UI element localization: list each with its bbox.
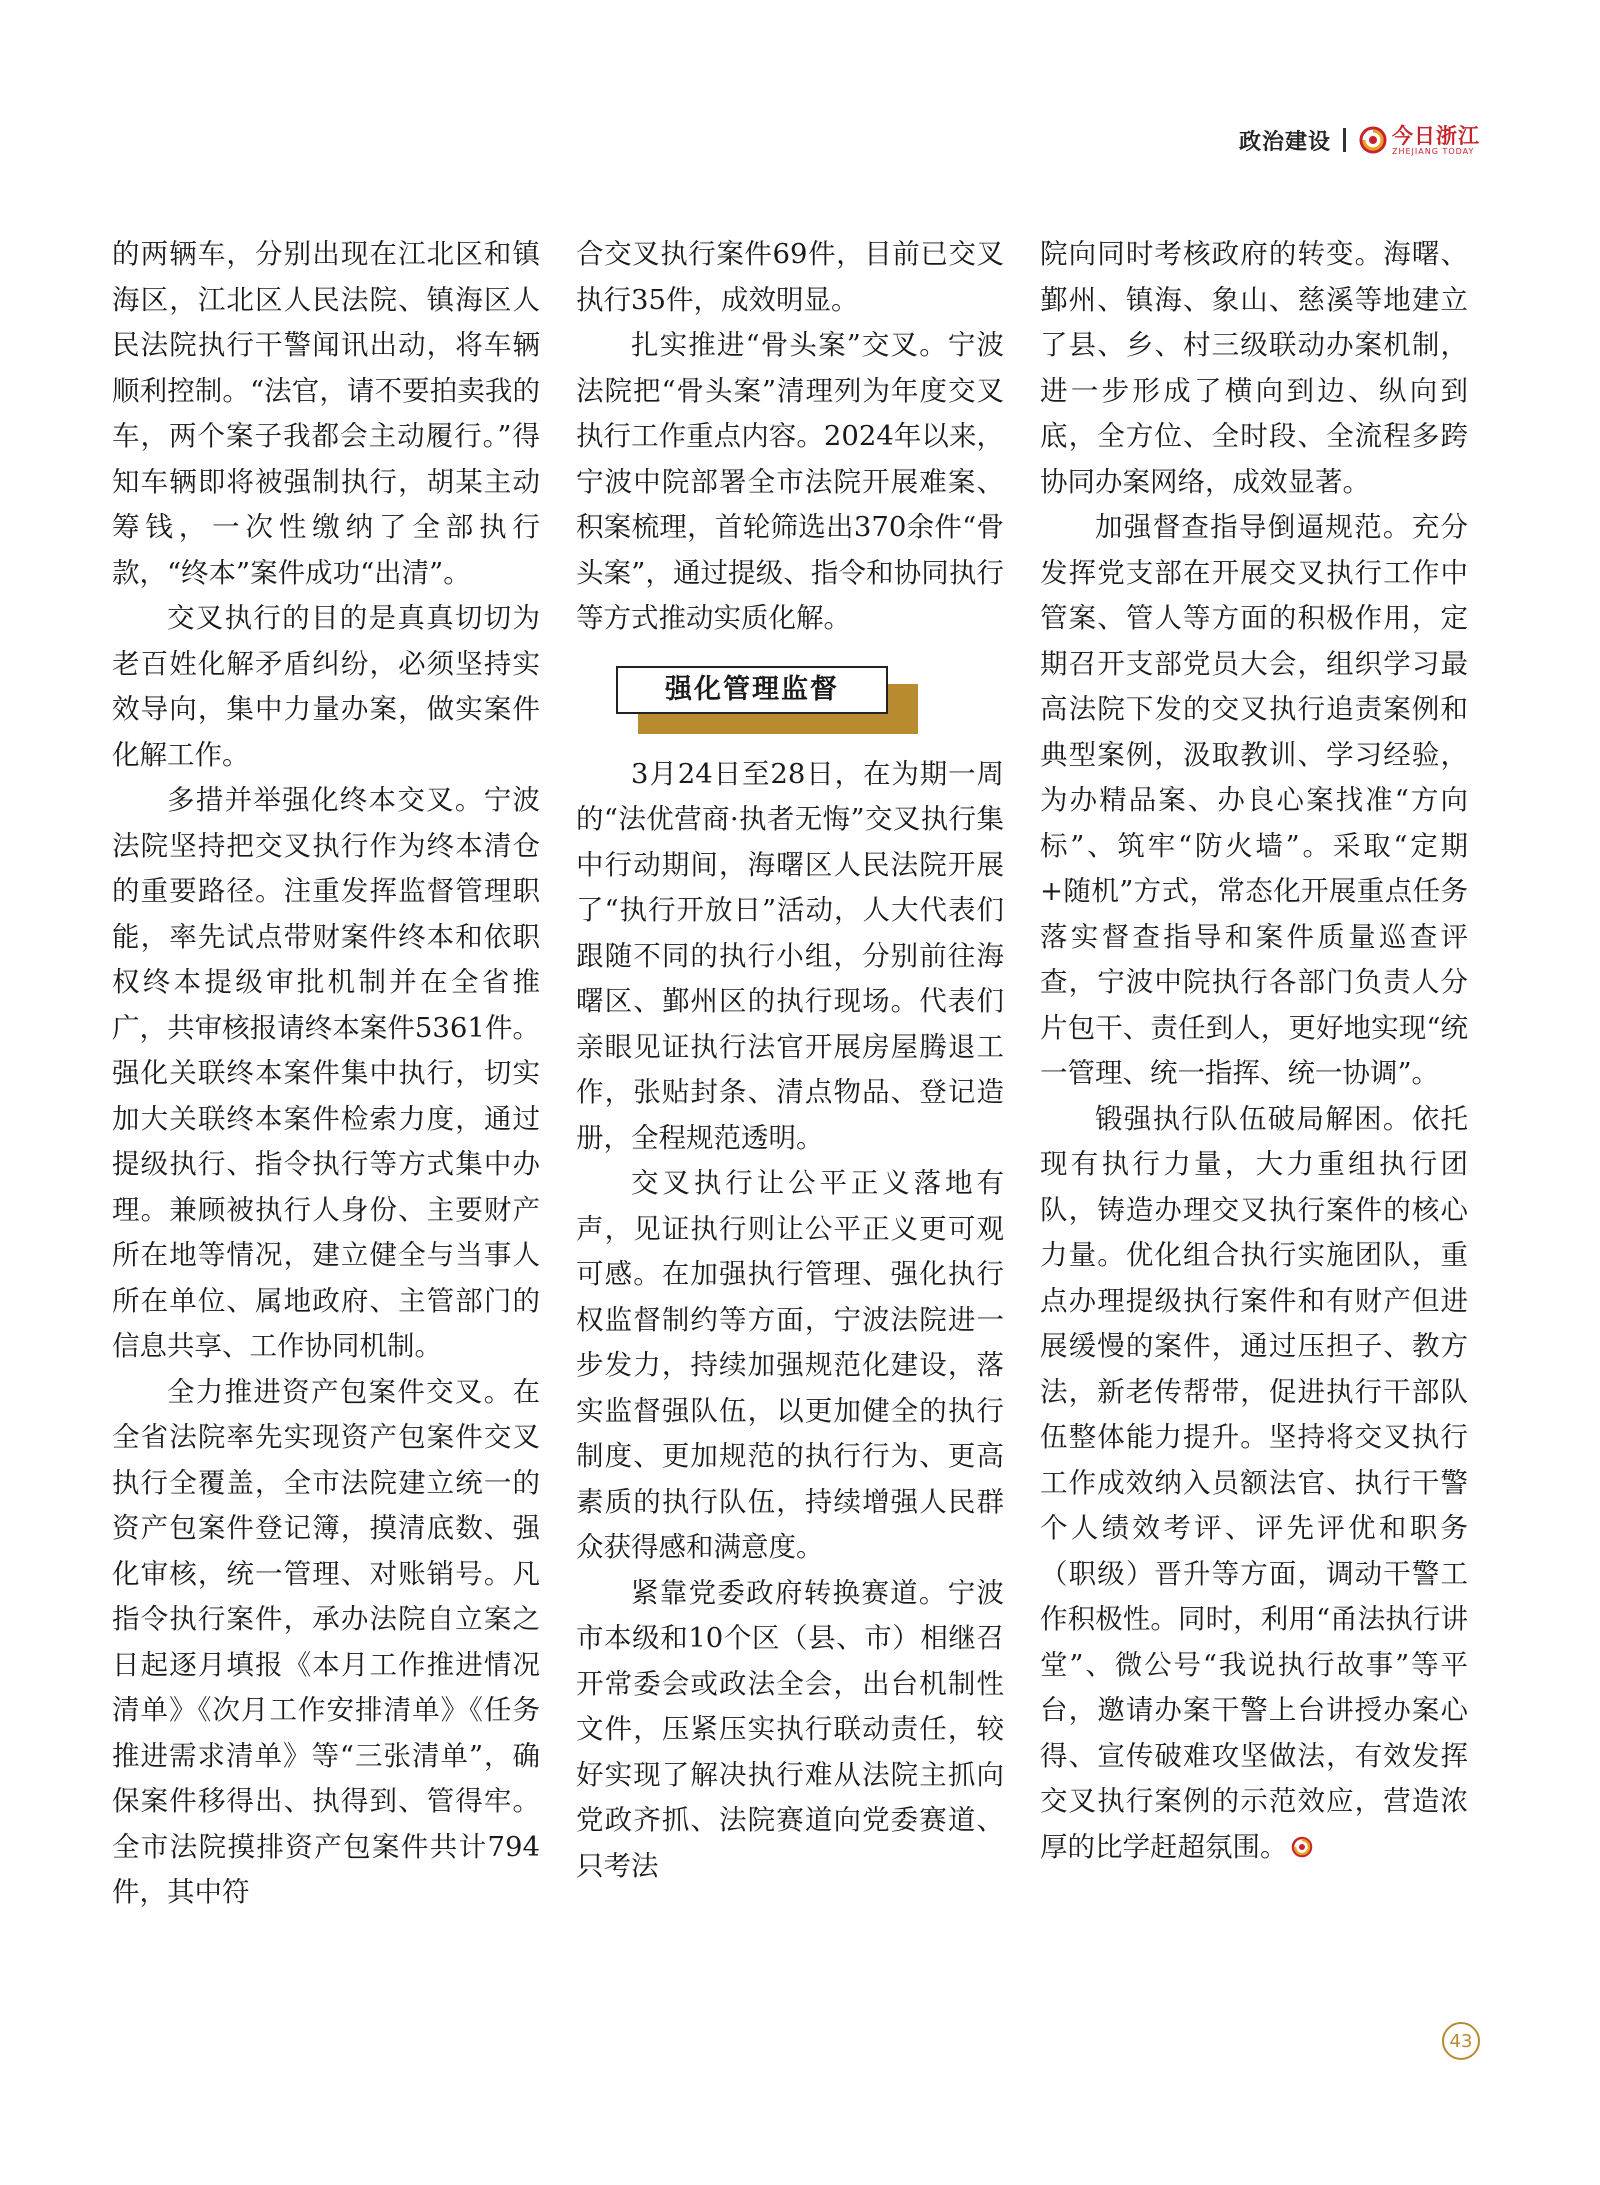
subheading-box xyxy=(616,666,888,714)
paragraph: 多措并举强化终本交叉。宁波法院坚持把交叉执行作为终本清仓的重要路径。注重发挥监督管理职能，率先试点带财案件终本和依职权终本提级审批机制并在全省推广，共审核报请终本案件5361件。强化关联终本案件集中执行，切实加大关联终本案件检索力度，通过提级执行、指令执行等方式集中办理。兼顾被执行人身份、主要财产所在地等情况，建立健全与当事人所在单位、属地政府、主管部门的信息共享、工作协同机制。 xyxy=(112,784,540,1362)
paragraph: 合交叉执行案件69件，目前已交叉执行35件，成效明显。 xyxy=(576,238,1004,316)
logo-english-text: ZHEJIANG TODAY xyxy=(1392,146,1475,156)
column-2 xyxy=(576,232,1004,1889)
swirl-logo-icon xyxy=(1358,125,1388,155)
magazine-logo xyxy=(1358,122,1480,156)
paragraph: 扎实推进“骨头案”交叉。宁波法院把“骨头案”清理列为年度交叉执行工作重点内容。2024年以来，宁波中院部署全市法院开展难案、积案梳理，首轮筛选出370余件“骨头案”，通过提级、指令和协同执行等方式推动实质化解。 xyxy=(576,329,1004,634)
paragraph: 紧靠党委政府转换赛道。宁波市本级和10个区（县、市）相继召开常委会或政法全会，出台机制性文件，压紧压实执行联动责任，较好实现了解决执行难从法院主抓向党政齐抓、法院赛道向党委赛道、只考法 xyxy=(576,1576,1004,1882)
paragraph xyxy=(1040,1097,1468,1871)
column-3 xyxy=(1040,232,1468,1870)
paragraph: 加强督查指导倒逼规范。充分发挥党支部在开展交叉执行工作中管案、管人等方面的积极作用，定期召开支部党员大会，组织学习最高法院下发的交叉执行追责案例和典型案例，汲取教训、学习经验，为办精品案、办良心案找准“方向标”、筑牢“防火墙”。采取“定期+随机”方式，常态化开展重点任务落实督查指导和案件质量巡查评查，宁波中院执行各部门负责人分片包干、责任到人，更好地实现“统一管理、统一指挥、统一协调”。 xyxy=(1040,511,1468,1089)
header-divider xyxy=(1343,128,1346,152)
section-subheading xyxy=(616,666,916,726)
paragraph: 的两辆车，分别出现在江北区和镇海区，江北区人民法院、镇海区人民法院执行干警闻讯出动，将车辆顺利控制。“法官，请不要拍卖我的车，两个案子我都会主动履行。”得知车辆即将被强制执行，胡某主动筹钱，一次性缴纳了全部执行款，“终本”案件成功“出清”。 xyxy=(112,238,540,589)
page-number: 43 xyxy=(1442,2022,1480,2060)
paragraph: 3月24日至28日，在为期一周的“法优营商·执者无悔”交叉执行集中行动期间，海曙区人民法院开展了“执行开放日”活动，人大代表们跟随不同的执行小组，分别前往海曙区、鄞州区的执行现场。代表们亲眼见证执行法官开展房屋腾退工作，张贴封条、清点物品、登记造册，全程规范透明。 xyxy=(576,757,1004,1154)
end-mark-icon xyxy=(1290,1835,1314,1859)
subheading-text: 强化管理监督 xyxy=(665,673,839,705)
column-1 xyxy=(112,232,540,1916)
paragraph: 交叉执行的目的是真真切切为老百姓化解矛盾纠纷，必须坚持实效导向，集中力量办案，做实案件化解工作。 xyxy=(112,602,540,771)
section-name: 政治建设 xyxy=(1238,129,1331,155)
paragraph: 全力推进资产包案件交叉。在全省法院率先实现资产包案件交叉执行全覆盖，全市法院建立统一的资产包案件登记簿，摸清底数、强化审核，统一管理、对账销号。凡指令执行案件，承办法院自立案之日起逐月填报《本月工作推进情况清单》《次月工作安排清单》《任务推进需求清单》等“三张清单”，确保案件移得出、执得到、管得牢。全市法院摸排资产包案件共计794件，其中符 xyxy=(112,1375,540,1908)
paragraph: 交叉执行让公平正义落地有声，见证执行则让公平正义更可观可感。在加强执行管理、强化执行权监督制约等方面，宁波法院进一步发力，持续加强规范化建设，落实监督强队伍，以更加健全的执行制度、更加规范的执行行为、更高素质的执行队伍，持续增强人民群众获得感和满意度。 xyxy=(576,1167,1004,1563)
page-header xyxy=(1239,118,1480,162)
paragraph-text: 锻强执行队伍破局解困。依托现有执行力量，大力重组执行团队，铸造办理交叉执行案件的核心力量。优化组合执行实施团队，重点办理提级执行案件和有财产但进展缓慢的案件，通过压担子、教方法，新老传帮带，促进执行干部队伍整体能力提升。坚持将交叉执行工作成效纳入员额法官、执行干警个人绩效考评、评先评优和职务（职级）晋升等方面，调动干警工作积极性。同时，利用“甬法执行讲堂”、微公号“我说执行故事”等平台，邀请办案干警上台讲授办案心得、宣传破难攻坚做法，有效发挥交叉执行案例的示范效应，营造浓厚的比学赶超氛围。 xyxy=(1040,1102,1468,1863)
paragraph: 院向同时考核政府的转变。海曙、鄞州、镇海、象山、慈溪等地建立了县、乡、村三级联动办案机制，进一步形成了横向到边、纵向到底，全方位、全时段、全流程多跨协同办案网络，成效显著。 xyxy=(1040,238,1468,498)
logo-chinese-text: 今日浙江 xyxy=(1392,122,1480,148)
